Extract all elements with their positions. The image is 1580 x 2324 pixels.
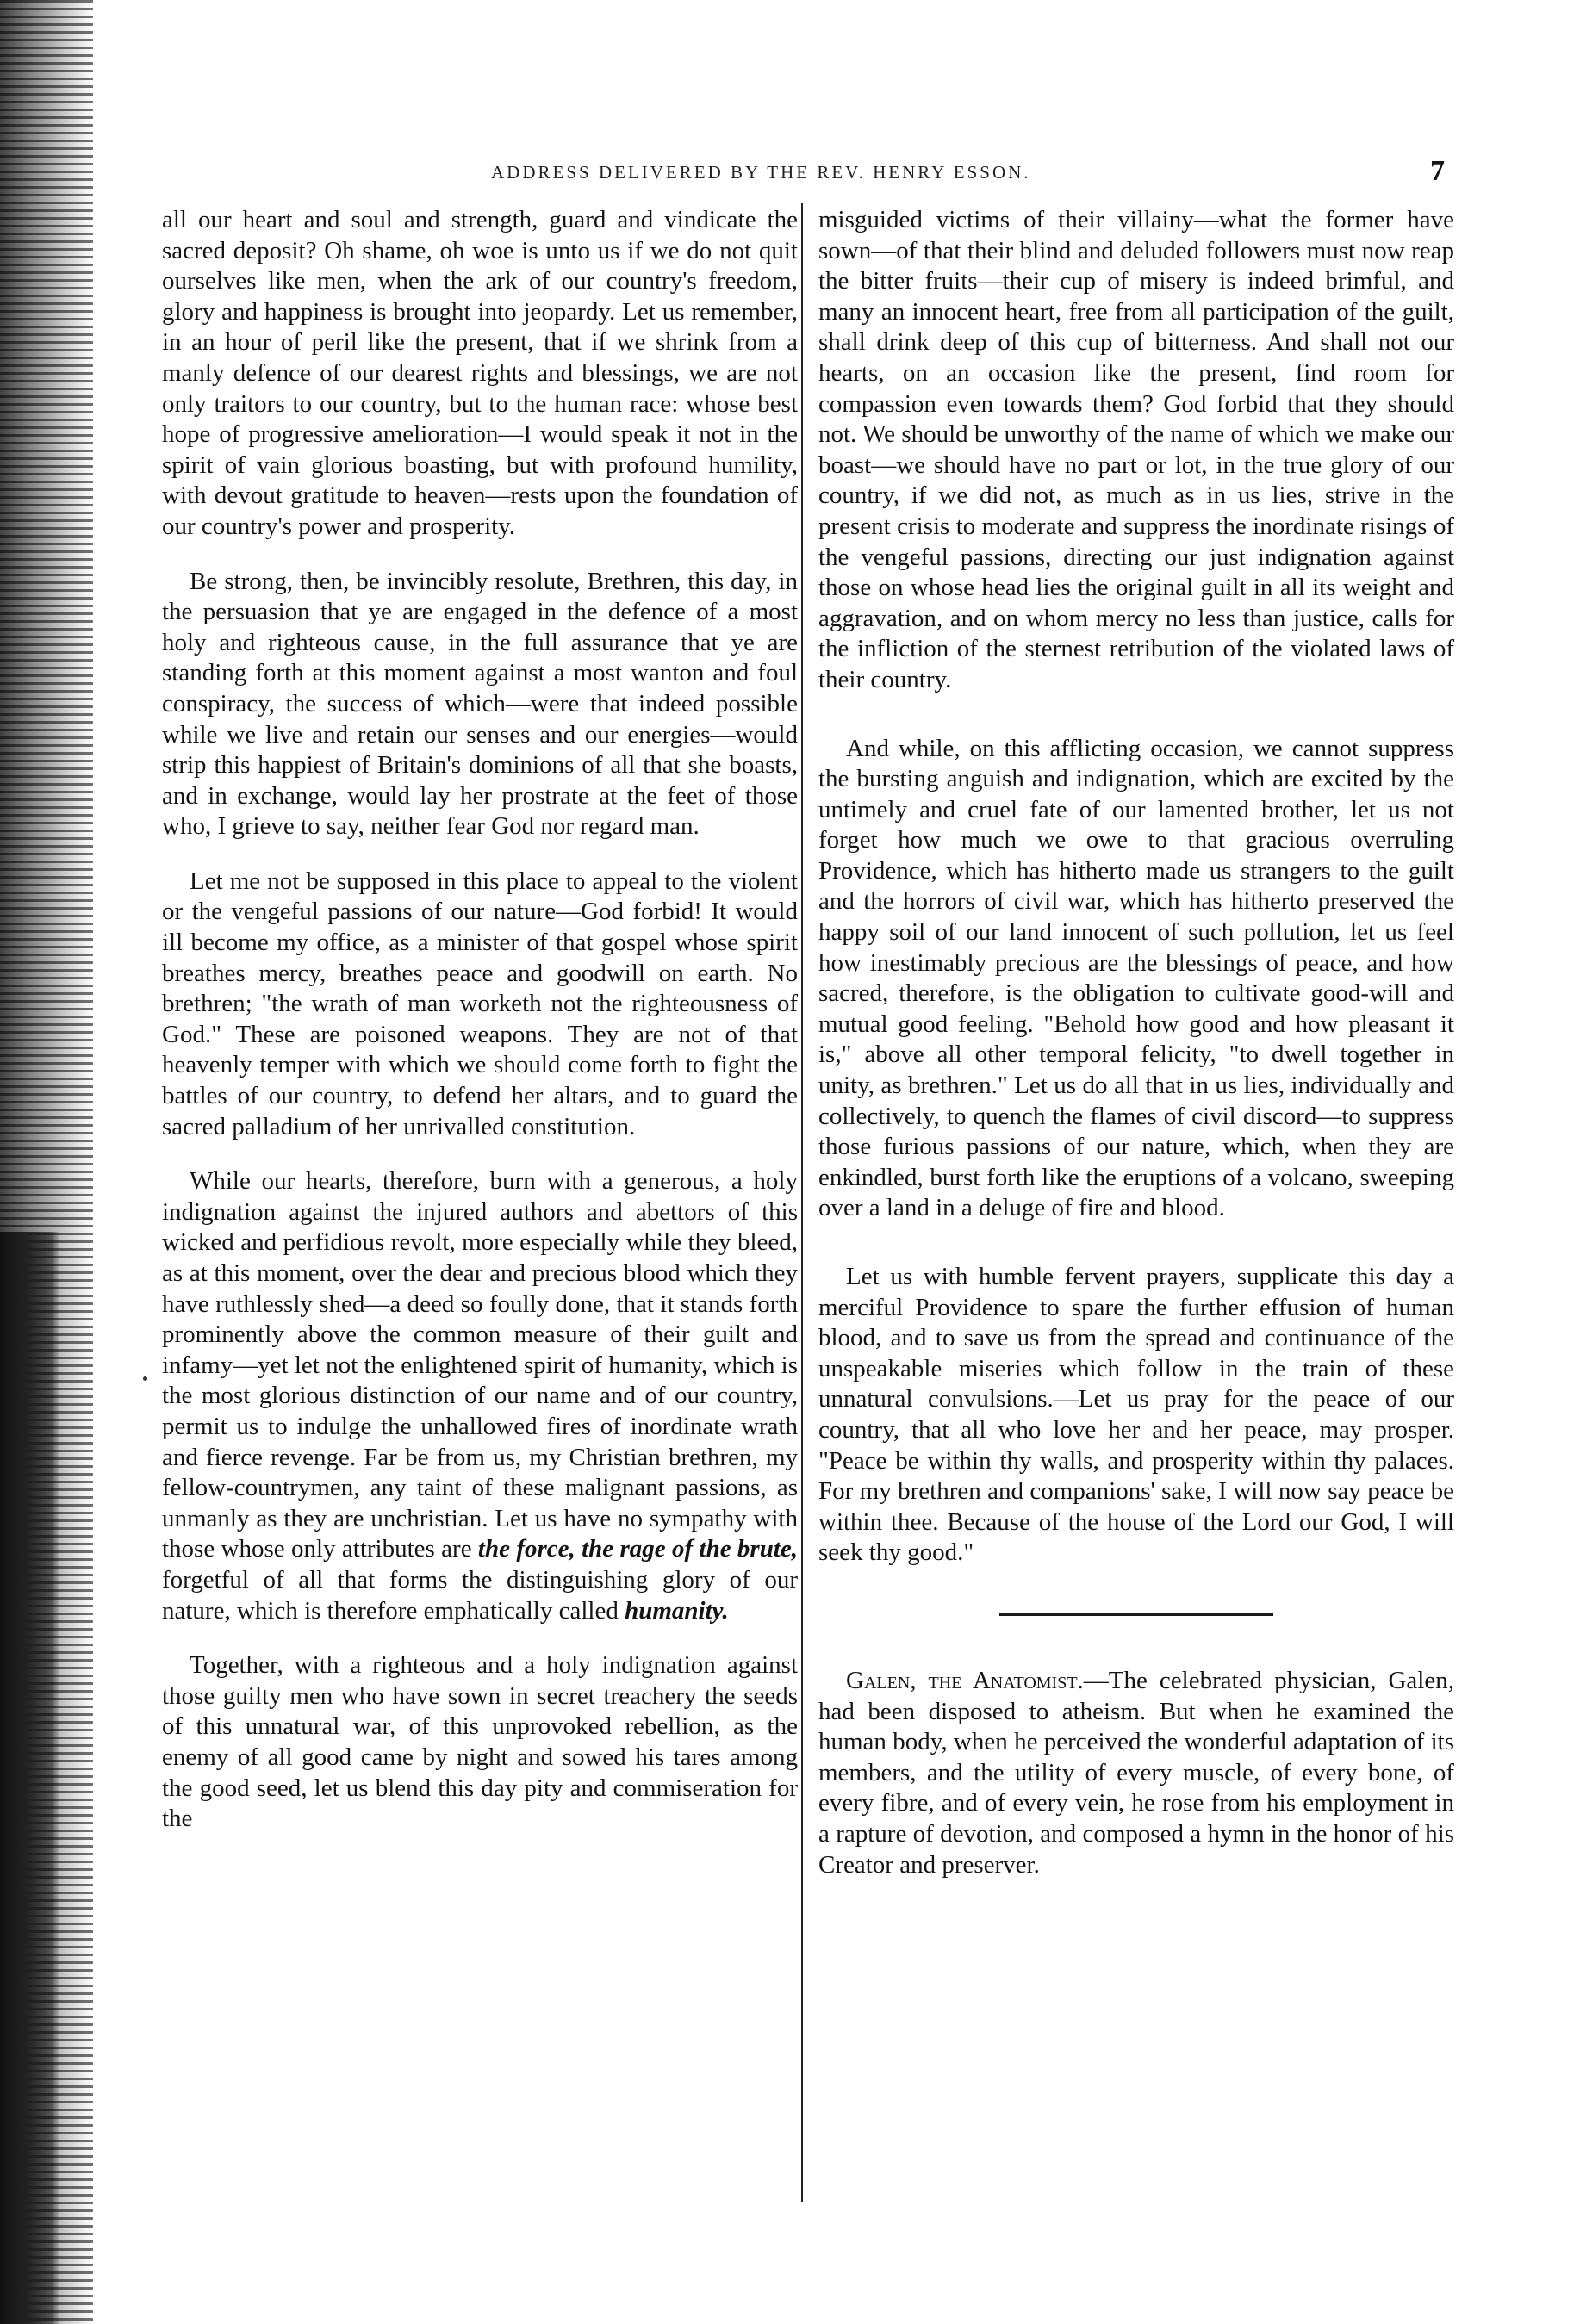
galen-body: —The celebrated physician, Galen, had been disposed to atheism. But when he examined the human body, when he perceived the wonderful adaptation of its members, and the utility of every muscle, of every bone, of every fibre, and of every vein, he rose from his employment in a rapture of devotion, and composed a hymn in the honor of his Creator and preserver.	[818, 1666, 1454, 1879]
emphasis-brute: the force, the rage of the brute,	[477, 1535, 799, 1563]
column-rule	[801, 203, 803, 2202]
paragraph-left-4-start: While our hearts, therefore, burn with a generous, a holy indignation against the injured authors and abettors of this wicked and perfidious revolt, more especially while they bleed, as at this moment, over the dear and precious blood which they have ruthlessly shed—a deed so foully done, that it stands forth prominently above the common measure of their guilt and infamy—yet let not the enlightened spirit of humanity, which is the most glorious distinction of our name and of our country, permit us to indulge the unhallowed fires of inordinate wrath and fierce revenge. Far be from us, my Christian brethren, my fellow-countrymen, any taint of these malignant passions, as unmanly as they are unchristian. Let us have no sympathy with those whose only attributes are	[162, 1167, 798, 1563]
ink-speck	[143, 1376, 147, 1381]
galen-heading: Galen, the Anatomist.	[846, 1666, 1084, 1694]
section-divider	[999, 1613, 1273, 1616]
paragraph-left-4-middle: forgetful of all that forms the distinguishing glory of our nature, which is therefore emphatically called	[162, 1565, 798, 1625]
emphasis-humanity: humanity.	[625, 1596, 729, 1625]
galen-article	[818, 1666, 1454, 1880]
running-head: ADDRESS DELIVERED BY THE REV. HENRY ESSON.	[491, 162, 1031, 183]
right-column	[818, 205, 1454, 1905]
page-number: 7	[1430, 155, 1445, 187]
paragraph-left-1: all our heart and soul and strength, guard and vindicate the sacred deposit? Oh shame, oh woe is unto us if we do not quit ourselves like men, when the ark of our country's freedom, glory and happiness is brought into jeopardy. Let us remember, in an hour of peril like the present, that if we shrink from a manly defence of our dearest rights and blessings, we are not only traitors to our country, but to the human race: whose best hope of progressive amelioration—I would speak it not in the spirit of vain glorious boasting, but with profound humility, with devout gratitude to heaven—rests upon the foundation of our country's power and prosperity.	[162, 206, 798, 540]
paragraph-left-3: Let me not be supposed in this place to appeal to the violent or the vengeful passions of our nature—God forbid! It would ill become my office, as a minister of that gospel whose spirit breathes mercy, breathes peace and goodwill on earth. No brethren; "the wrath of man worketh not the righteousness of God." These are poisoned weapons. They are not of that heavenly temper with which we should come forth to fight the battles of our country, to defend her altars, and to guard the sacred palladium of her unrivalled constitution.	[162, 867, 798, 1140]
paragraph-left-5: Together, with a righteous and a holy indignation against those guilty men who have sown in secret treachery the seeds of this unnatural war, of this unprovoked rebellion, as the enemy of all good came by night and sowed his tares among the good seed, let us blend this day pity and commiseration for the	[162, 1651, 798, 1833]
left-column	[162, 205, 798, 1859]
paragraph-right-2: And while, on this afflicting occasion, we cannot suppress the bursting anguish and indignation, which are excited by the untimely and cruel fate of our lamented brother, let us not forget how much we owe to that gracious overruling Providence, which has hitherto made us strangers to the guilt and the horrors of civil war, which has hitherto preserved the happy soil of our land innocent of such pollution, let us feel how inestimably precious are the blessings of peace, and how sacred, therefore, is the obligation to cultivate good-will and mutual good feeling. "Behold how good and how pleasant it is," above all other temporal felicity, "to dwell together in unity, as brethren." Let us do all that in us lies, individually and collectively, to quench the flames of civil discord—to suppress those furious passions of our nature, which, when they are enkindled, burst forth like the eruptions of a volcano, sweeping over a land in a deluge of fire and blood.	[818, 734, 1454, 1222]
paragraph-left-4	[162, 1166, 798, 1626]
paragraph-right-3: Let us with humble fervent prayers, supplicate this day a merciful Providence to spare the further effusion of human blood, and to save us from the spread and continuance of the unspeakable miseries which follow in the train of these unnatural convulsions.—Let us pray for the peace of our country, that all who love her and her peace, may prosper. "Peace be within thy walls, and prosperity within thy palaces. For my brethren and companions' sake, I will now say peace be within thee. Because of the house of the Lord our God, I will seek thy good."	[818, 1263, 1454, 1567]
binding-shadow	[0, 1232, 60, 2324]
paragraph-right-1: misguided victims of their villainy—what the former have sown—of that their blind and deluded followers must now reap the bitter fruits—their cup of misery is indeed brimful, and many an innocent heart, free from all participation of the guilt, shall drink deep of this cup of bitterness. And shall not our hearts, on an occasion like the present, find room for compassion even towards them? God forbid that they should not. We should be unworthy of the name of which we make our boast—we should have no part or lot, in the true glory of our country, if we did not, as much as in us lies, strive in the present crisis to moderate and suppress the inordinate risings of the vengeful passions, directing our just indignation against those on whose head lies the original guilt in all its weight and aggravation, and on whom mercy no less than justice, calls for the infliction of the sternest retribution of the violated laws of their country.	[818, 206, 1454, 693]
paragraph-left-2: Be strong, then, be invincibly resolute, Brethren, this day, in the persuasion that ye are engaged in the defence of a most holy and righteous cause, in the full assurance that ye are standing forth at this moment against a most wanton and foul conspiracy, the success of which—were that indeed possible while we live and retain our senses and our energies—would strip this happiest of Britain's dominions of all that she boasts, and in exchange, would lay her prostrate at the feet of those who, I grieve to say, neither fear God nor regard man.	[162, 567, 798, 841]
binding-edge	[0, 0, 93, 2324]
